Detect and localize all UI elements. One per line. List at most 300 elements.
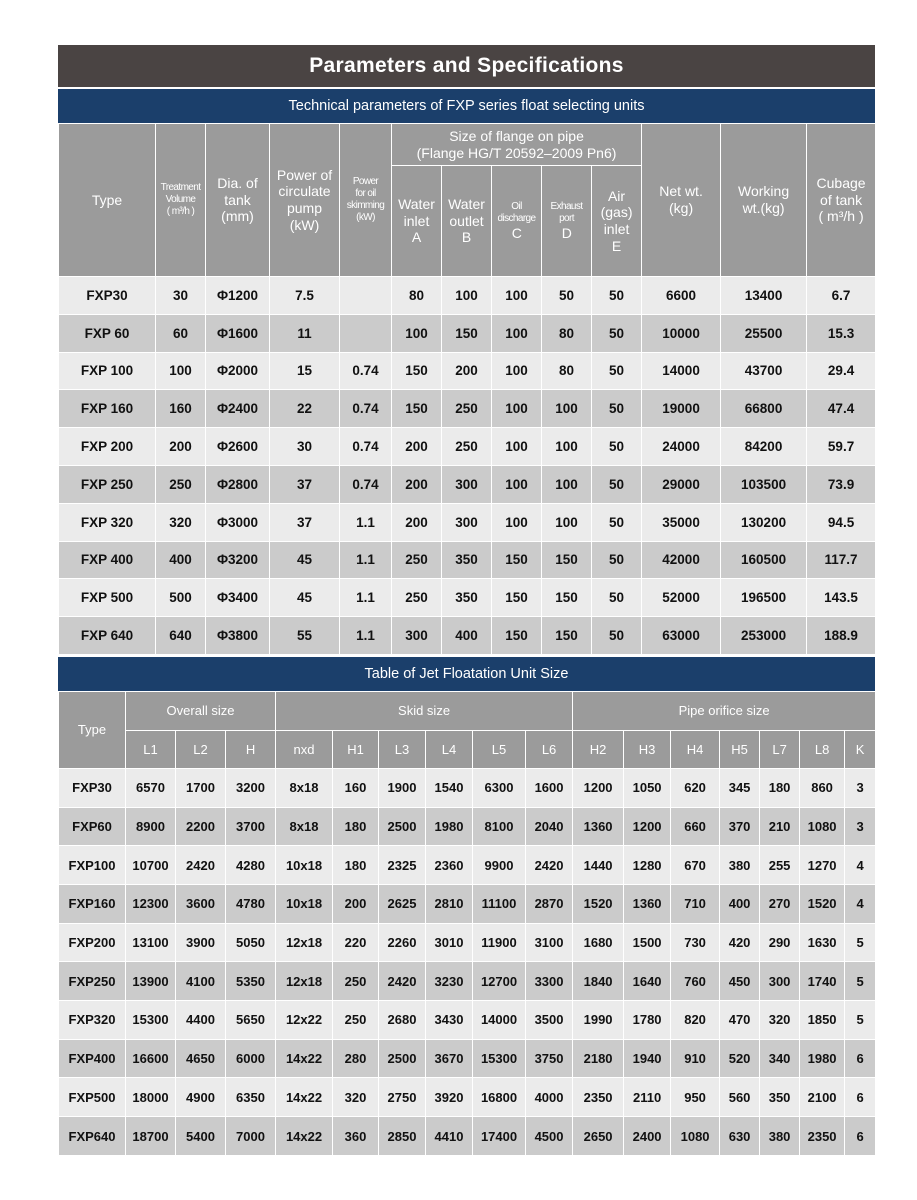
value-cell: 37 [270, 503, 340, 541]
value-cell: 3300 [526, 962, 573, 1001]
value-cell: 2180 [573, 1039, 624, 1078]
value-cell: 2500 [379, 807, 426, 846]
fxp-parameters-row [59, 503, 876, 541]
value-cell: 0.74 [340, 390, 392, 428]
header-col-h4: H4 [671, 730, 720, 768]
value-cell: 250 [442, 390, 492, 428]
value-cell: 50 [592, 428, 642, 466]
value-cell: 1.1 [340, 579, 392, 617]
value-cell: 630 [720, 1117, 760, 1156]
value-cell: 0.74 [340, 428, 392, 466]
value-cell: 520 [720, 1039, 760, 1078]
header-col-l8: L8 [800, 730, 845, 768]
header-col-l5: L5 [473, 730, 526, 768]
value-cell: 730 [671, 923, 720, 962]
value-cell: 50 [592, 352, 642, 390]
value-cell: 50 [592, 617, 642, 655]
value-cell: 200 [392, 465, 442, 503]
value-cell: 400 [156, 541, 206, 579]
value-cell: 670 [671, 846, 720, 885]
value-cell: 360 [333, 1117, 379, 1156]
value-cell: 1640 [624, 962, 671, 1001]
value-cell: 1440 [573, 846, 624, 885]
value-cell: 2040 [526, 807, 573, 846]
value-cell: 50 [592, 579, 642, 617]
fxp-parameters-row [59, 314, 876, 352]
value-cell: 910 [671, 1039, 720, 1078]
value-cell: 100 [542, 428, 592, 466]
value-cell: 2350 [800, 1117, 845, 1156]
header-air-gas-inlet: Air (gas) inlet E [592, 166, 642, 277]
value-cell: 280 [333, 1039, 379, 1078]
value-cell: 100 [542, 503, 592, 541]
fxp-parameters-row [59, 428, 876, 466]
value-cell: 1.1 [340, 503, 392, 541]
value-cell: 5350 [226, 962, 276, 1001]
value-cell: 380 [720, 846, 760, 885]
value-cell: Φ1200 [206, 277, 270, 315]
value-cell: 13900 [126, 962, 176, 1001]
value-cell: 143.5 [807, 579, 876, 617]
header-net-wt: Net wt. (kg) [642, 124, 721, 277]
value-cell: 2260 [379, 923, 426, 962]
value-cell: Φ2400 [206, 390, 270, 428]
value-cell: 5 [845, 962, 876, 1001]
type-cell: FXP400 [59, 1039, 126, 1078]
value-cell: 10x18 [276, 885, 333, 924]
value-cell: 14x22 [276, 1078, 333, 1117]
value-cell: 180 [333, 807, 379, 846]
value-cell: 350 [760, 1078, 800, 1117]
jet-floatation-size-row [59, 1117, 876, 1156]
value-cell: 2400 [624, 1117, 671, 1156]
value-cell: 2420 [379, 962, 426, 1001]
value-cell: 8900 [126, 807, 176, 846]
value-cell: 2810 [426, 885, 473, 924]
value-cell: 2200 [176, 807, 226, 846]
value-cell: 8100 [473, 807, 526, 846]
value-cell: 1520 [800, 885, 845, 924]
value-cell: 320 [760, 1001, 800, 1040]
value-cell: 710 [671, 885, 720, 924]
value-cell: 200 [156, 428, 206, 466]
value-cell: 1940 [624, 1039, 671, 1078]
value-cell: Φ1600 [206, 314, 270, 352]
value-cell: 50 [542, 277, 592, 315]
value-cell: 180 [333, 846, 379, 885]
value-cell: 15300 [473, 1039, 526, 1078]
value-cell: 4280 [226, 846, 276, 885]
value-cell: 320 [156, 503, 206, 541]
value-cell: 620 [671, 768, 720, 807]
value-cell: 4650 [176, 1039, 226, 1078]
value-cell: 50 [592, 390, 642, 428]
value-cell: 55 [270, 617, 340, 655]
header-col-nxd: nxd [276, 730, 333, 768]
value-cell: 2500 [379, 1039, 426, 1078]
value-cell: 12x18 [276, 923, 333, 962]
value-cell: 45 [270, 579, 340, 617]
value-cell: 43700 [721, 352, 807, 390]
value-cell: 160 [333, 768, 379, 807]
value-cell: 560 [720, 1078, 760, 1117]
value-cell: 100 [492, 503, 542, 541]
value-cell: 6 [845, 1039, 876, 1078]
value-cell: 200 [392, 428, 442, 466]
value-cell: 150 [542, 541, 592, 579]
fxp-parameters-row [59, 352, 876, 390]
value-cell: 3010 [426, 923, 473, 962]
header-col-h1: H1 [333, 730, 379, 768]
value-cell: 255 [760, 846, 800, 885]
value-cell: 30 [270, 428, 340, 466]
value-cell: 2750 [379, 1078, 426, 1117]
value-cell: 100 [156, 352, 206, 390]
value-cell: 1680 [573, 923, 624, 962]
value-cell: 3750 [526, 1039, 573, 1078]
jet-floatation-size-row [59, 807, 876, 846]
value-cell: 380 [760, 1117, 800, 1156]
value-cell: 12300 [126, 885, 176, 924]
value-cell: Φ3200 [206, 541, 270, 579]
fxp-parameters-row [59, 390, 876, 428]
value-cell: 250 [442, 428, 492, 466]
value-cell: 103500 [721, 465, 807, 503]
value-cell: 18700 [126, 1117, 176, 1156]
value-cell: 3500 [526, 1001, 573, 1040]
value-cell: 1780 [624, 1001, 671, 1040]
value-cell: 1700 [176, 768, 226, 807]
value-cell: 1.1 [340, 541, 392, 579]
type-cell: FXP 400 [59, 541, 156, 579]
jet-floatation-size-row [59, 768, 876, 807]
value-cell: 1080 [800, 807, 845, 846]
page-title: Parameters and Specifications [58, 45, 875, 87]
header-type: Type [59, 124, 156, 277]
value-cell: 100 [492, 465, 542, 503]
type-cell: FXP 100 [59, 352, 156, 390]
value-cell: 100 [442, 277, 492, 315]
value-cell: 17400 [473, 1117, 526, 1156]
value-cell: 25500 [721, 314, 807, 352]
value-cell: 1200 [573, 768, 624, 807]
header-power-circulate-pump: Power of circulate pump (kW) [270, 124, 340, 277]
value-cell: 470 [720, 1001, 760, 1040]
fxp-parameters-table [58, 123, 876, 655]
type-cell: FXP 640 [59, 617, 156, 655]
header-exhaust-port: Exhaust port D [542, 166, 592, 277]
value-cell: 250 [333, 962, 379, 1001]
value-cell: 117.7 [807, 541, 876, 579]
value-cell: 130200 [721, 503, 807, 541]
header-col-h3: H3 [624, 730, 671, 768]
header-col-h2: H2 [573, 730, 624, 768]
value-cell: 500 [156, 579, 206, 617]
value-cell: 345 [720, 768, 760, 807]
value-cell: 12x18 [276, 962, 333, 1001]
value-cell: 400 [720, 885, 760, 924]
value-cell: 660 [671, 807, 720, 846]
jet-floatation-size-table [58, 691, 876, 1156]
value-cell: 5050 [226, 923, 276, 962]
header-cubage-of-tank: Cubage of tank ( m³/h ) [807, 124, 876, 277]
value-cell: 350 [442, 579, 492, 617]
header-pipe-orifice-size: Pipe orifice size [573, 691, 876, 730]
value-cell: 950 [671, 1078, 720, 1117]
value-cell: 80 [542, 352, 592, 390]
value-cell: 250 [156, 465, 206, 503]
value-cell: 1.1 [340, 617, 392, 655]
value-cell: Φ2600 [206, 428, 270, 466]
value-cell: 1990 [573, 1001, 624, 1040]
value-cell: 1540 [426, 768, 473, 807]
value-cell: 196500 [721, 579, 807, 617]
value-cell: 100 [492, 314, 542, 352]
value-cell: 3700 [226, 807, 276, 846]
value-cell: 640 [156, 617, 206, 655]
jet-floatation-size-body [59, 768, 876, 1155]
table1-title: Technical parameters of FXP series float selecting units [58, 87, 875, 123]
header-type: Type [59, 691, 126, 768]
value-cell: 290 [760, 923, 800, 962]
value-cell: 37 [270, 465, 340, 503]
value-cell: 7.5 [270, 277, 340, 315]
header-overall-size: Overall size [126, 691, 276, 730]
value-cell: 10x18 [276, 846, 333, 885]
value-cell: 4500 [526, 1117, 573, 1156]
value-cell: 4 [845, 846, 876, 885]
value-cell: 16800 [473, 1078, 526, 1117]
value-cell: 1600 [526, 768, 573, 807]
header-col-l7: L7 [760, 730, 800, 768]
value-cell: 150 [542, 617, 592, 655]
value-cell [340, 314, 392, 352]
value-cell: 11100 [473, 885, 526, 924]
value-cell: 6600 [642, 277, 721, 315]
value-cell: 450 [720, 962, 760, 1001]
value-cell: 370 [720, 807, 760, 846]
value-cell: 9900 [473, 846, 526, 885]
value-cell: 73.9 [807, 465, 876, 503]
type-cell: FXP160 [59, 885, 126, 924]
value-cell: 250 [333, 1001, 379, 1040]
value-cell: 2360 [426, 846, 473, 885]
jet-floatation-size-row [59, 1039, 876, 1078]
value-cell: 2625 [379, 885, 426, 924]
header-water-outlet: Water outlet B [442, 166, 492, 277]
value-cell: 188.9 [807, 617, 876, 655]
value-cell: Φ2800 [206, 465, 270, 503]
value-cell: 210 [760, 807, 800, 846]
value-cell: 2650 [573, 1117, 624, 1156]
value-cell: Φ2000 [206, 352, 270, 390]
value-cell: 100 [492, 277, 542, 315]
jet-floatation-size-row [59, 962, 876, 1001]
value-cell: 13100 [126, 923, 176, 962]
value-cell: 3600 [176, 885, 226, 924]
value-cell: 10000 [642, 314, 721, 352]
header-dia-of-tank: Dia. of tank (mm) [206, 124, 270, 277]
value-cell: 1980 [426, 807, 473, 846]
header-working-wt: Working wt.(kg) [721, 124, 807, 277]
value-cell: 50 [592, 465, 642, 503]
header-col-l6: L6 [526, 730, 573, 768]
header-col-l1: L1 [126, 730, 176, 768]
value-cell: 8x18 [276, 768, 333, 807]
type-cell: FXP60 [59, 807, 126, 846]
value-cell: 860 [800, 768, 845, 807]
value-cell: 270 [760, 885, 800, 924]
value-cell: 1740 [800, 962, 845, 1001]
value-cell: 1080 [671, 1117, 720, 1156]
value-cell: 59.7 [807, 428, 876, 466]
value-cell: 5 [845, 923, 876, 962]
value-cell: 80 [542, 314, 592, 352]
value-cell: 66800 [721, 390, 807, 428]
value-cell: 160500 [721, 541, 807, 579]
value-cell: 3920 [426, 1078, 473, 1117]
value-cell: 29.4 [807, 352, 876, 390]
jet-floatation-size-row [59, 923, 876, 962]
value-cell: 150 [492, 617, 542, 655]
value-cell: 1050 [624, 768, 671, 807]
value-cell: 30 [156, 277, 206, 315]
value-cell: 2420 [526, 846, 573, 885]
type-cell: FXP320 [59, 1001, 126, 1040]
type-cell: FXP100 [59, 846, 126, 885]
value-cell: 4100 [176, 962, 226, 1001]
fxp-parameters-body [59, 277, 876, 655]
header-col-h: H [226, 730, 276, 768]
value-cell: 4400 [176, 1001, 226, 1040]
value-cell: 19000 [642, 390, 721, 428]
value-cell: 1360 [573, 807, 624, 846]
value-cell: Φ3800 [206, 617, 270, 655]
spec-sheet [58, 45, 875, 1156]
value-cell: 1360 [624, 885, 671, 924]
value-cell: 24000 [642, 428, 721, 466]
value-cell: 3430 [426, 1001, 473, 1040]
value-cell: 1980 [800, 1039, 845, 1078]
value-cell: 45 [270, 541, 340, 579]
value-cell: 300 [442, 503, 492, 541]
value-cell: 14x22 [276, 1039, 333, 1078]
value-cell: 50 [592, 314, 642, 352]
value-cell: 760 [671, 962, 720, 1001]
value-cell: 160 [156, 390, 206, 428]
value-cell: 2420 [176, 846, 226, 885]
header-col-l4: L4 [426, 730, 473, 768]
type-cell: FXP500 [59, 1078, 126, 1117]
header-col-l3: L3 [379, 730, 426, 768]
value-cell: 253000 [721, 617, 807, 655]
value-cell: 150 [492, 541, 542, 579]
value-cell: 4410 [426, 1117, 473, 1156]
value-cell: Φ3000 [206, 503, 270, 541]
value-cell: 12700 [473, 962, 526, 1001]
jet-floatation-size-row [59, 1001, 876, 1040]
type-cell: FXP30 [59, 768, 126, 807]
value-cell: 4000 [526, 1078, 573, 1117]
value-cell: 6000 [226, 1039, 276, 1078]
jet-floatation-size-row [59, 885, 876, 924]
header-col-h5: H5 [720, 730, 760, 768]
value-cell: 18000 [126, 1078, 176, 1117]
value-cell: 3100 [526, 923, 573, 962]
value-cell: 100 [392, 314, 442, 352]
value-cell: 84200 [721, 428, 807, 466]
value-cell: 250 [392, 541, 442, 579]
value-cell: 300 [392, 617, 442, 655]
value-cell: 0.74 [340, 465, 392, 503]
fxp-parameters-row [59, 465, 876, 503]
type-cell: FXP 250 [59, 465, 156, 503]
value-cell: 29000 [642, 465, 721, 503]
header-treatment-volume: Treatment Volume ( m³/h ) [156, 124, 206, 277]
value-cell: 47.4 [807, 390, 876, 428]
value-cell: 100 [492, 428, 542, 466]
value-cell: 50 [592, 503, 642, 541]
value-cell: 1200 [624, 807, 671, 846]
fxp-parameters-row [59, 617, 876, 655]
value-cell: 13400 [721, 277, 807, 315]
value-cell: 6.7 [807, 277, 876, 315]
value-cell: 150 [392, 352, 442, 390]
value-cell: 11 [270, 314, 340, 352]
value-cell: 60 [156, 314, 206, 352]
value-cell: 150 [392, 390, 442, 428]
fxp-parameters-row [59, 277, 876, 315]
value-cell: 2870 [526, 885, 573, 924]
value-cell: 0.74 [340, 352, 392, 390]
header-power-oil-skimming: Power for oil skimming (kW) [340, 124, 392, 277]
value-cell: 4 [845, 885, 876, 924]
value-cell: 1280 [624, 846, 671, 885]
header-flange-group: Size of flange on pipe (Flange HG/T 20592–2009 Pn6) [392, 124, 642, 166]
value-cell: 2350 [573, 1078, 624, 1117]
value-cell: 200 [333, 885, 379, 924]
jet-floatation-size-row [59, 1078, 876, 1117]
type-cell: FXP 500 [59, 579, 156, 617]
value-cell: 12x22 [276, 1001, 333, 1040]
value-cell: 15300 [126, 1001, 176, 1040]
value-cell: 1630 [800, 923, 845, 962]
value-cell: Φ3400 [206, 579, 270, 617]
value-cell: 180 [760, 768, 800, 807]
fxp-parameters-row [59, 579, 876, 617]
value-cell: 14000 [642, 352, 721, 390]
value-cell: 22 [270, 390, 340, 428]
value-cell: 200 [442, 352, 492, 390]
value-cell: 100 [542, 390, 592, 428]
type-cell: FXP 160 [59, 390, 156, 428]
type-cell: FXP 320 [59, 503, 156, 541]
value-cell: 3 [845, 768, 876, 807]
type-cell: FXP 60 [59, 314, 156, 352]
value-cell: 4900 [176, 1078, 226, 1117]
value-cell: 820 [671, 1001, 720, 1040]
value-cell: 100 [492, 352, 542, 390]
value-cell: 1840 [573, 962, 624, 1001]
value-cell: 35000 [642, 503, 721, 541]
value-cell: 150 [542, 579, 592, 617]
value-cell: 2850 [379, 1117, 426, 1156]
type-cell: FXP30 [59, 277, 156, 315]
value-cell: 50 [592, 277, 642, 315]
value-cell: 10700 [126, 846, 176, 885]
value-cell: 50 [592, 541, 642, 579]
value-cell: 5400 [176, 1117, 226, 1156]
